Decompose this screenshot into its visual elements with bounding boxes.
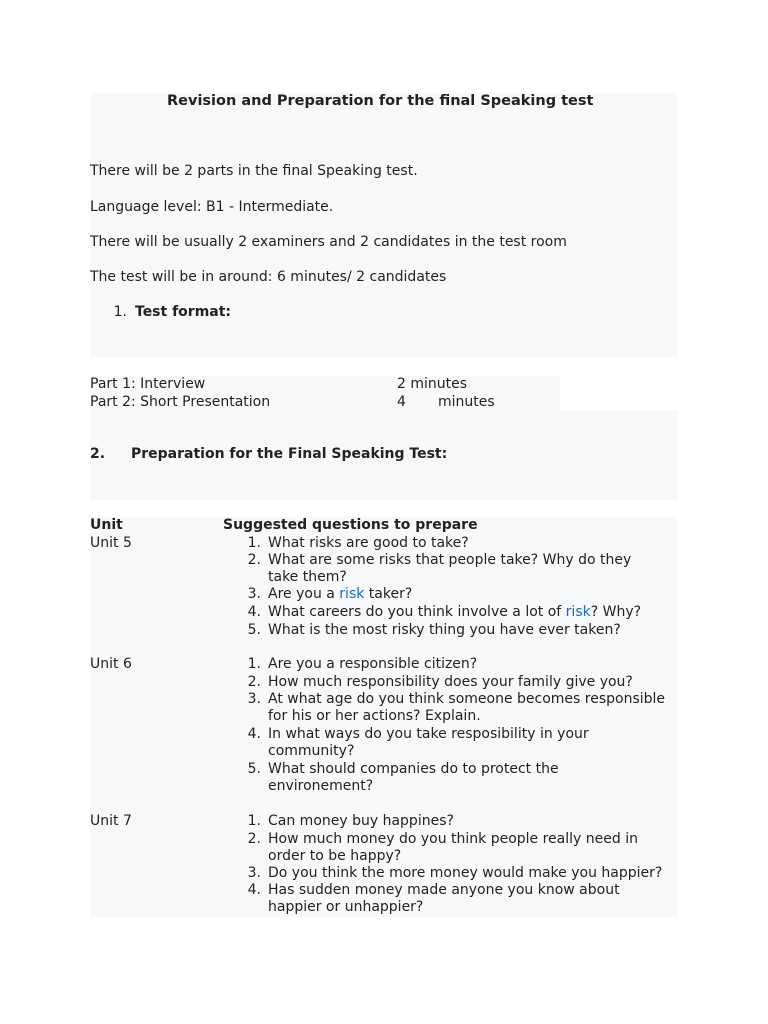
unit5-question-3 <box>268 586 412 603</box>
unit7-question-2: How much money do you think people really need in <box>268 831 638 847</box>
list-number: 4. <box>247 604 261 620</box>
page-title: Revision and Preparation for the final Speaking test <box>167 93 594 109</box>
format-part2-duration-num: 4 <box>397 394 406 410</box>
unit7-question-3: Do you think the more money would make you happier? <box>268 865 663 881</box>
unit5-question-2-cont: take them? <box>268 569 347 585</box>
section1-heading: Test format: <box>135 304 232 320</box>
unit5-question-1: What risks are good to take? <box>268 535 469 551</box>
format-part2-label: Part 2: Short Presentation <box>90 394 271 410</box>
list-number: 2. <box>247 831 261 847</box>
unit6-question-3-cont: for his or her actions? Explain. <box>268 708 481 724</box>
intro-line-duration: The test will be in around: 6 minutes/ 2 candidates <box>90 269 447 285</box>
unit6-question-3: At what age do you think someone becomes responsible <box>268 691 666 707</box>
intro-line-parts: There will be 2 parts in the final Speaking test. <box>90 163 418 179</box>
unit6-label: Unit 6 <box>90 656 132 672</box>
list-number: 5. <box>247 622 261 638</box>
list-number: 2. <box>247 674 261 690</box>
list-number: 4. <box>247 726 261 742</box>
unit7-question-2-cont: order to be happy? <box>268 848 402 864</box>
section2-heading: Preparation for the Final Speaking Test: <box>131 446 448 462</box>
list-number: 3. <box>247 691 261 707</box>
unit7-question-4: Has sudden money made anyone you know about <box>268 882 620 898</box>
risk-link[interactable]: risk <box>565 604 591 620</box>
unit6-question-1: Are you a responsible citizen? <box>268 656 478 672</box>
unit6-question-4: In what ways do you take resposibility in your <box>268 726 589 742</box>
q3-text-end: taker? <box>364 586 413 602</box>
unit5-question-5: What is the most risky thing you have ever taken? <box>268 622 621 638</box>
unit7-label: Unit 7 <box>90 813 132 829</box>
list-number: 3. <box>247 586 261 602</box>
list-number: 4. <box>247 882 261 898</box>
list-number: 1. <box>247 535 261 551</box>
col-header-unit: Unit <box>90 517 123 533</box>
list-number: 3. <box>247 865 261 881</box>
unit6-question-2: How much responsibility does your family give you? <box>268 674 633 690</box>
unit6-question-5: What should companies do to protect the <box>268 761 559 777</box>
risk-link[interactable]: risk <box>339 586 365 602</box>
col-header-questions: Suggested questions to prepare <box>223 517 478 533</box>
list-number: 2. <box>247 552 261 568</box>
list-number: 5. <box>247 761 261 777</box>
unit5-question-4 <box>268 604 641 621</box>
unit5-question-2: What are some risks that people take? Why do they <box>268 552 632 568</box>
unit7-question-1: Can money buy happines? <box>268 813 454 829</box>
list-number: 1. <box>247 813 261 829</box>
unit5-label: Unit 5 <box>90 535 132 551</box>
unit7-question-4-cont: happier or unhappier? <box>268 899 424 915</box>
format-part2-duration-unit: minutes <box>438 394 495 410</box>
q4-text: What careers do you think involve a lot of <box>268 604 566 620</box>
unit6-question-4-cont: community? <box>268 743 355 759</box>
list-number: 1. <box>247 656 261 672</box>
format-part1-duration: 2 minutes <box>397 376 468 392</box>
intro-line-examiners: There will be usually 2 examiners and 2 candidates in the test room <box>90 234 567 250</box>
q4-text-end: ? Why? <box>590 604 642 620</box>
section2-number: 2. <box>90 446 106 462</box>
unit6-question-5-cont: environement? <box>268 778 374 794</box>
section1-number: 1. <box>113 304 127 320</box>
intro-line-level: Language level: B1 - Intermediate. <box>90 199 334 215</box>
format-part1-label: Part 1: Interview <box>90 376 206 392</box>
q3-text: Are you a <box>268 586 340 602</box>
